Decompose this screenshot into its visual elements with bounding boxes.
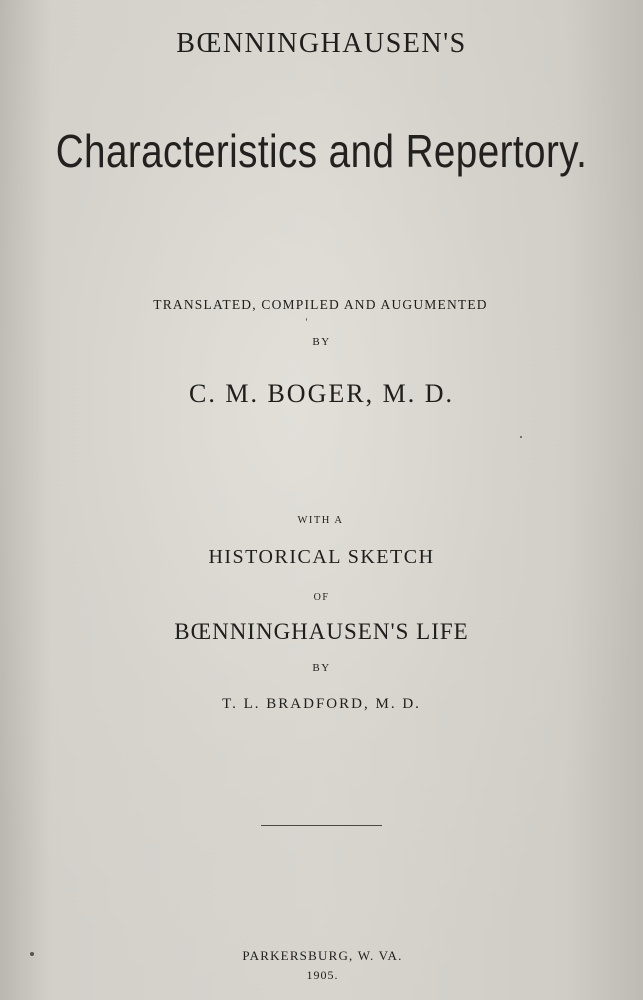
translation-credit: TRANSLATED, COMPILED AND AUGUMENTED: [153, 297, 488, 312]
paper-speck: [520, 436, 522, 438]
author-name: C. M. BOGER, M. D.: [189, 379, 454, 408]
running-title: BŒNNINGHAUSEN'S: [176, 28, 467, 59]
divider-rule: [261, 825, 382, 826]
publisher-place: PARKERSBURG, W. VA.: [242, 948, 403, 963]
historical-sketch-heading: HISTORICAL SKETCH: [208, 546, 435, 568]
of-label: OF: [313, 592, 330, 603]
paper-speck: [30, 952, 34, 956]
second-author-name: T. L. BRADFORD, M. D.: [222, 696, 421, 712]
with-a-label: WITH A: [297, 515, 344, 526]
life-heading: BŒNNINGHAUSEN'S LIFE: [174, 619, 469, 644]
paper-speck: [306, 318, 307, 321]
by-label: BY: [312, 336, 331, 348]
book-title: Characteristics and Repertory.: [55, 125, 588, 177]
publication-year: 1905.: [306, 968, 339, 982]
by-label-second: BY: [312, 662, 331, 674]
